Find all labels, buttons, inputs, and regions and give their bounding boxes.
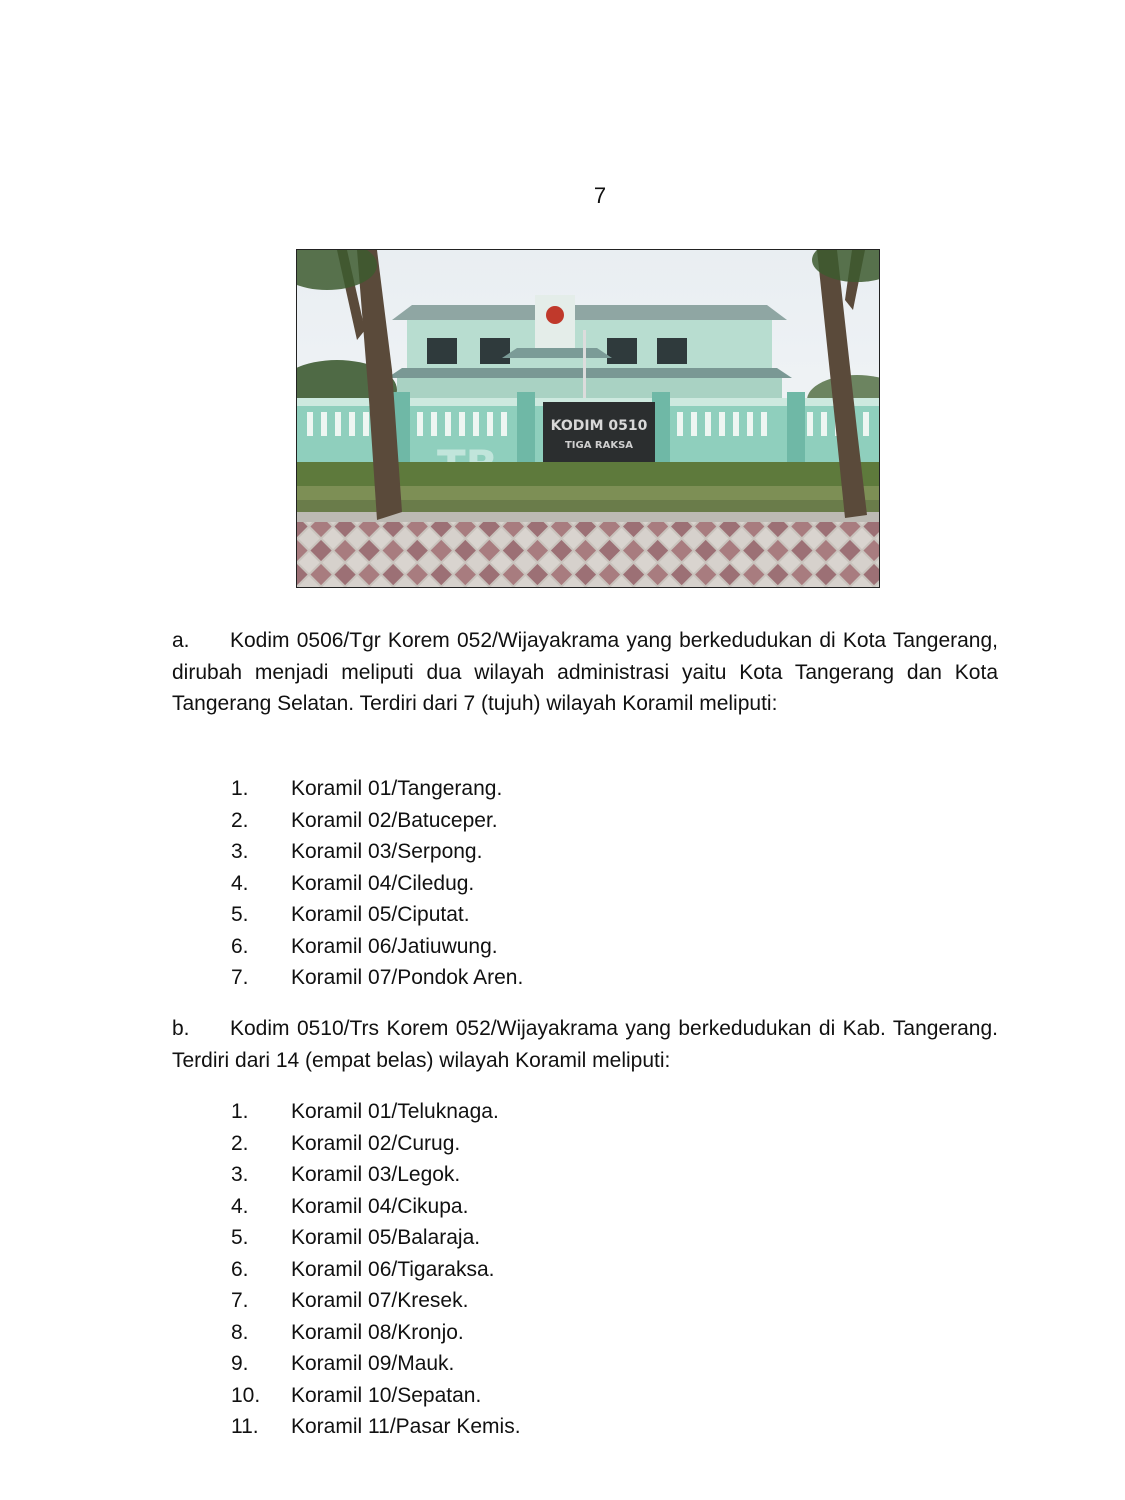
list-item-number: 9.	[231, 1352, 249, 1375]
list-item-text: Koramil 05/Balaraja.	[291, 1226, 481, 1249]
list-item-text: Koramil 01/Teluknaga.	[291, 1100, 499, 1123]
list-item-number: 10.	[231, 1383, 261, 1407]
list-item-number: 6.	[231, 934, 249, 958]
list-item	[231, 1191, 521, 1223]
list-item	[231, 1317, 521, 1349]
list-item-number: 4.	[231, 871, 249, 895]
list-item	[231, 1254, 521, 1286]
sign-line-2: TIGA RAKSA	[564, 440, 634, 451]
paragraph-a-label: a.	[172, 629, 190, 652]
list-item	[231, 931, 523, 963]
list-item	[231, 1380, 521, 1412]
page-number: 7	[593, 183, 607, 208]
list-item	[231, 1159, 521, 1191]
list-item-number: 4.	[231, 1194, 249, 1218]
list-item	[231, 1348, 521, 1380]
list-item-text: Koramil 07/Kresek.	[291, 1289, 469, 1312]
sign-line-1: KODIM 0510	[550, 418, 648, 434]
list-item-text: Koramil 05/Ciputat.	[291, 903, 470, 926]
paragraph-b-text: Kodim 0510/Trs Korem 052/Wijayakrama yang berkedudukan di Kab. Tangerang. Terdiri dari 14 (empat belas) wilayah Koramil meliputi:	[172, 1017, 998, 1072]
list-item	[231, 962, 523, 994]
list-item	[231, 1411, 521, 1443]
list-item-number: 2.	[231, 1131, 249, 1155]
list-item-text: Koramil 02/Curug.	[291, 1131, 461, 1155]
list-item	[231, 1128, 521, 1160]
list-item-text: Koramil 08/Kronjo.	[291, 1320, 464, 1344]
list-item-text: Koramil 06/Jatiuwung.	[291, 934, 498, 958]
list-item-number: 6.	[231, 1257, 249, 1281]
list-item-number: 1.	[231, 1100, 249, 1123]
list-item-number: 7.	[231, 966, 249, 989]
paragraph-a	[172, 625, 998, 720]
koramil-list-a	[231, 773, 523, 994]
list-item-text: Koramil 07/Pondok Aren.	[291, 966, 524, 989]
list-item-text: Koramil 01/Tangerang.	[291, 777, 503, 800]
list-item-text: Koramil 04/Ciledug.	[291, 871, 475, 895]
list-item-text: Koramil 10/Sepatan.	[291, 1383, 482, 1407]
list-item	[231, 899, 523, 931]
paragraph-a-text: Kodim 0506/Tgr Korem 052/Wijayakrama yang berkedudukan di Kota Tangerang, dirubah menjadi meliputi dua wilayah administrasi yaitu Kota Tangerang dan Kota Tangerang Selatan. Terdiri dari 7 (tujuh) wilayah Koramil meliputi:	[172, 629, 998, 715]
list-item-number: 7.	[231, 1289, 249, 1312]
list-item-number: 5.	[231, 903, 249, 926]
list-item-number: 3.	[231, 1163, 249, 1186]
list-item-text: Koramil 11/Pasar Kemis.	[291, 1415, 521, 1438]
list-item-text: Koramil 04/Cikupa.	[291, 1194, 469, 1218]
list-item-number: 2.	[231, 808, 249, 832]
list-item	[231, 1222, 521, 1254]
paragraph-b-label: b.	[172, 1017, 190, 1040]
list-item-text: Koramil 03/Legok.	[291, 1163, 461, 1186]
koramil-list-b	[231, 1096, 521, 1443]
list-item-text: Koramil 06/Tigaraksa.	[291, 1257, 495, 1281]
paragraph-b	[172, 1013, 998, 1076]
list-item-text: Koramil 02/Batuceper.	[291, 808, 498, 832]
list-item-text: Koramil 03/Serpong.	[291, 840, 483, 863]
list-item-number: 1.	[231, 777, 249, 800]
list-item-number: 11.	[231, 1415, 259, 1438]
kodim-building-photo	[296, 249, 880, 588]
list-item	[231, 773, 523, 805]
list-item	[231, 836, 523, 868]
list-item-number: 5.	[231, 1226, 249, 1249]
list-item	[231, 868, 523, 900]
list-item	[231, 1285, 521, 1317]
list-item	[231, 1096, 521, 1128]
list-item	[231, 805, 523, 837]
list-item-number: 8.	[231, 1320, 249, 1344]
list-item-number: 3.	[231, 840, 249, 863]
list-item-text: Koramil 09/Mauk.	[291, 1352, 455, 1375]
